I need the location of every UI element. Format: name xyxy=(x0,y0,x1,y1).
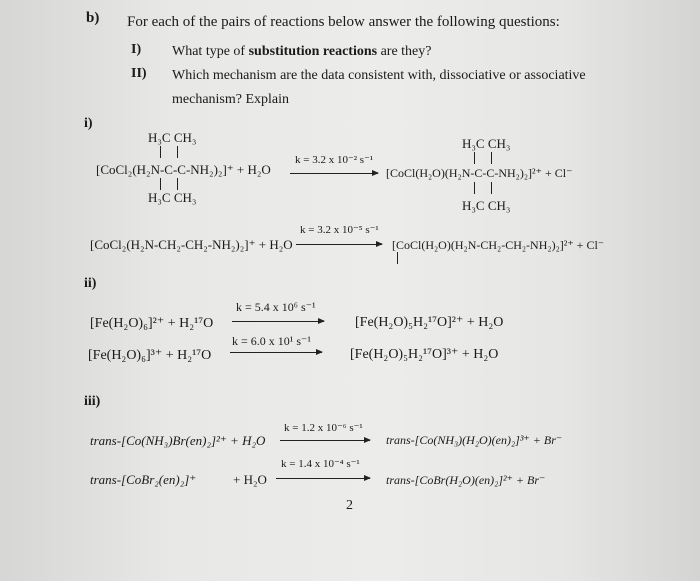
part-label: b) xyxy=(86,10,100,26)
reaction-arrow xyxy=(232,321,324,322)
question-1-part-c: are they? xyxy=(377,44,432,59)
bond-line xyxy=(160,178,161,190)
bond-line xyxy=(160,146,161,158)
bond-line xyxy=(491,152,492,164)
rate-constant-i-2: k = 3.2 x 10⁻⁵ s⁻¹ xyxy=(300,224,379,236)
reaction-arrow xyxy=(296,244,382,245)
rate-constant-ii-1: k = 5.4 x 10⁶ s⁻¹ xyxy=(236,300,316,314)
reaction-arrow xyxy=(230,352,322,353)
bond-line xyxy=(491,182,492,194)
methyl-groups-top-left: H₃C CH₃ xyxy=(148,130,197,145)
question-2-line-1: Which mechanism are the data consistent with, dissociative or associative xyxy=(172,68,586,83)
question-1-number: I) xyxy=(131,42,142,57)
reaction-ii-2-reactant: [Fe(H₂O)₆]³⁺ + H₂¹⁷O xyxy=(88,348,212,363)
question-1-part-a: What type of xyxy=(172,44,249,59)
bond-line xyxy=(177,178,178,190)
reaction-arrow xyxy=(290,173,378,174)
reaction-iii-2-product: trans-[CoBr(H₂O)(en)₂]²⁺ + Br⁻ xyxy=(386,473,546,487)
question-1-part-b: substitution reactions xyxy=(248,44,378,59)
section-ii-label: ii) xyxy=(84,276,97,291)
section-i-label: i) xyxy=(84,116,93,131)
text-cursor xyxy=(397,252,398,264)
bond-line xyxy=(177,146,178,158)
reaction-i-1-product: [CoCl(H₂O)(H₂N-C-C-NH₂)₂]²⁺ + Cl⁻ xyxy=(386,166,573,180)
bond-line xyxy=(474,152,475,164)
instruction-text: For each of the pairs of reactions below answer the following questions: xyxy=(127,14,560,30)
methyl-groups-bottom-left: H₃C CH₃ xyxy=(148,190,197,205)
methyl-groups-bottom-right: H₃C CH₃ xyxy=(462,198,511,213)
reaction-iii-2-reactant: trans-[CoBr₂(en)₂]⁺ xyxy=(90,472,197,487)
reaction-iii-1-product: trans-[Co(NH₃)(H₂O)(en)₂]³⁺ + Br⁻ xyxy=(386,433,563,447)
methyl-groups-top-right: H₃C CH₃ xyxy=(462,136,511,151)
reaction-iii-1-reactant: trans-[Co(NH₃)Br(en)₂]²⁺ + H₂O xyxy=(90,433,266,448)
section-iii-label: iii) xyxy=(84,394,101,409)
rate-constant-i-1: k = 3.2 x 10⁻² s⁻¹ xyxy=(295,154,374,166)
reaction-i-1-reactant: [CoCl₂(H₂N-C-C-NH₂)₂]⁺ + H₂O xyxy=(96,162,271,177)
reaction-arrow xyxy=(276,478,370,479)
question-2-number: II) xyxy=(131,66,147,81)
rate-constant-iii-1: k = 1.2 x 10⁻⁶ s⁻¹ xyxy=(284,422,363,434)
reaction-i-2-reactant: [CoCl₂(H₂N-CH₂-CH₂-NH₂)₂]⁺ + H₂O xyxy=(90,237,293,252)
rate-constant-iii-2: k = 1.4 x 10⁻⁴ s⁻¹ xyxy=(281,458,360,470)
question-1-text xyxy=(172,44,432,60)
reaction-iii-2-water: + H₂O xyxy=(233,472,267,487)
reaction-arrow xyxy=(280,440,370,441)
reaction-i-2-product: [CoCl(H₂O)(H₂N-CH₂-CH₂-NH₂)₂]²⁺ + Cl⁻ xyxy=(392,238,605,252)
reaction-ii-2-product: [Fe(H₂O)₅H₂¹⁷O]³⁺ + H₂O xyxy=(350,347,499,362)
page-number: 2 xyxy=(346,498,353,513)
rate-constant-ii-2: k = 6.0 x 10¹ s⁻¹ xyxy=(232,334,311,348)
question-2-line-2: mechanism? Explain xyxy=(172,92,290,107)
reaction-ii-1-product: [Fe(H₂O)₅H₂¹⁷O]²⁺ + H₂O xyxy=(355,315,504,330)
bond-line xyxy=(474,182,475,194)
reaction-ii-1-reactant: [Fe(H₂O)₆]²⁺ + H₂¹⁷O xyxy=(90,316,214,331)
